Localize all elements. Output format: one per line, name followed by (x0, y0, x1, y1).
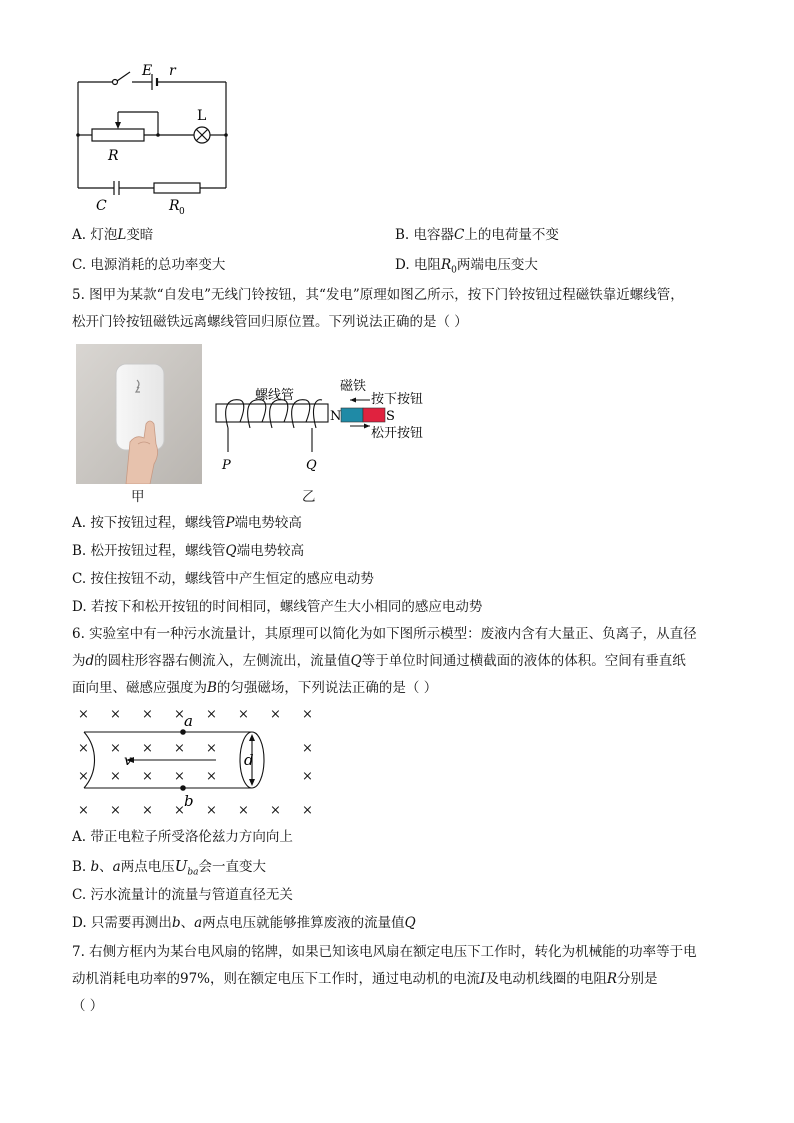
field-mark: × (238, 803, 249, 818)
field-mark: × (78, 803, 89, 818)
q-terminal-label: Q (306, 458, 317, 473)
q6-stem-l3b: 的匀强磁场，下列说法正确的是（ ） (216, 680, 438, 696)
q5-option-b[interactable] (72, 542, 304, 560)
q4-option-d-post: 两端电压变大 (456, 257, 538, 273)
point-a-label: a (184, 712, 193, 730)
field-mark: × (142, 741, 153, 756)
field-mark: × (302, 803, 313, 818)
q4-option-a-pre: A. 灯泡 (72, 227, 118, 243)
q5-option-c-pre: C. 按住按钮不动，螺线管中产生恒定的感应电动势 (72, 571, 374, 587)
q5-option-d-pre: D. 若按下和松开按钮的时间相同，螺线管产生大小相同的感应电动势 (72, 599, 483, 615)
field-mark: × (142, 707, 153, 722)
field-mark: × (174, 803, 185, 818)
field-mark: × (174, 707, 185, 722)
q6-option-b-u: U (174, 857, 188, 875)
q6-stem-l2var2: Q (350, 653, 362, 669)
field-mark: × (302, 741, 313, 756)
q7-stem-l2var2: R (606, 971, 618, 987)
q6-option-d[interactable] (72, 914, 416, 932)
r0-subscript: 0 (179, 207, 185, 217)
q6-stem-l3a: 面向里、磁感应强度为 (72, 680, 207, 696)
q6-option-b-pre: B. (72, 859, 91, 875)
q5-option-a[interactable] (72, 514, 302, 532)
field-mark: × (110, 769, 121, 784)
q6-stem-line2 (72, 652, 686, 670)
q6-option-a[interactable] (72, 828, 293, 846)
field-mark: × (270, 803, 281, 818)
internal-resistance-label: r (169, 63, 176, 79)
q6-option-d-mid: 、 (180, 915, 195, 931)
q4-option-b-var: C (454, 227, 465, 243)
q6-stem-l3var: B (207, 680, 217, 696)
capacitor-label: C (96, 198, 107, 214)
lamp-label: L (197, 108, 207, 124)
q6-option-d-var2: a (194, 915, 203, 931)
release-label: 松开按钮 (371, 426, 424, 441)
q6-stem-l2b: 的圆柱形容器右侧流入，左侧流出，流量值 (94, 653, 351, 669)
field-mark: × (78, 707, 89, 722)
magnet-label: 磁铁 (340, 379, 367, 394)
emf-label: E (142, 63, 153, 79)
doorbell-photo (76, 344, 202, 484)
point-b-label: b (184, 792, 194, 810)
s-pole-label: S (386, 409, 395, 424)
q6-option-b-mid: 、 (99, 859, 113, 875)
q6-stem-l2a: 为 (72, 653, 86, 669)
field-mark: × (110, 707, 121, 722)
field-mark: × (206, 707, 217, 722)
field-mark: × (270, 707, 281, 722)
field-mark: × (206, 769, 217, 784)
q4-option-a-post: 变暗 (126, 227, 154, 243)
flowmeter-figure (66, 700, 326, 824)
q6-option-c-pre: C. 污水流量计的流量与管道直径无关 (72, 887, 293, 903)
q6-option-a-pre: A. 带正电粒子所受洛伦兹力方向向上 (72, 829, 293, 845)
field-mark: × (142, 769, 153, 784)
q6-option-b[interactable] (72, 857, 266, 882)
r0-label: R (169, 198, 180, 214)
q5-stem-line1: 5. 图甲为某款“自发电”无线门铃按钮，其“发电”原理如图乙所示，按下门铃按钮过程磁铁靠近螺线管， (72, 287, 684, 303)
field-mark: × (302, 769, 313, 784)
coil-label: 螺线管 (255, 388, 295, 403)
n-pole-label: N (330, 409, 342, 424)
q5-option-b-post: 端电势较高 (236, 543, 305, 559)
q4-circuit-figure (70, 60, 240, 220)
q5-stem-line2: 松开门铃按钮磁铁远离螺线管回归原位置。下列说法正确的是（ ） (72, 314, 468, 330)
fig-jia-label: 甲 (131, 489, 145, 505)
q7-answer-paren: （ ） (72, 998, 104, 1014)
rheostat-label: R (108, 148, 119, 164)
q5-option-c[interactable] (72, 570, 374, 588)
field-mark: × (110, 741, 121, 756)
solenoid-figure (210, 372, 450, 482)
q6-option-d-var3: Q (404, 915, 416, 931)
field-mark: × (206, 803, 217, 818)
q4-option-d-var: R (440, 257, 452, 273)
q7-stem-l2c: 分别是 (617, 971, 658, 987)
q5-option-b-var: Q (225, 543, 237, 559)
field-mark: × (206, 741, 217, 756)
q6-stem-line3 (72, 679, 437, 697)
q7-stem-l2a: 动机消耗电功率的97%，则在额定电压下工作时，通过电动机的电流 (72, 971, 481, 987)
q7-stem-line1: 7. 右侧方框内为某台电风扇的铭牌，如果已知该电风扇在额定电压下工作时，转化为机械能的功率等于电 (72, 944, 697, 960)
p-terminal-label: P (222, 458, 231, 473)
q6-option-b-post2: 会一直变大 (198, 859, 267, 875)
q6-option-d-var1: b (171, 915, 181, 931)
field-mark: × (110, 803, 121, 818)
field-mark: × (302, 707, 313, 722)
field-mark: × (78, 769, 89, 784)
q4-option-d-pre: D. 电阻 (395, 257, 441, 273)
q4-option-b-post: 上的电荷量不变 (464, 227, 559, 243)
q6-option-b-usub: ba (187, 867, 199, 878)
q6-stem-line1: 6. 实验室中有一种污水流量计，其原理可以简化为如下图所示模型：废液内含有大量正、负离子，从直径 (72, 626, 697, 642)
q7-stem-l2b: 及电动机线圈的电阻 (485, 971, 607, 987)
diameter-label: d (244, 751, 254, 769)
q4-option-b-pre: B. 电容器 (395, 227, 455, 243)
q4-option-a-var: L (117, 227, 127, 243)
q6-stem-l2var: d (85, 653, 95, 669)
q6-option-c[interactable] (72, 886, 293, 904)
q4-option-c[interactable] (72, 256, 225, 274)
q6-stem-l2c: 等于单位时间通过横截面的液体的体积。空间有垂直纸 (361, 653, 686, 669)
press-label: 按下按钮 (371, 392, 424, 407)
q5-option-d[interactable] (72, 598, 482, 616)
q7-stem-line2 (72, 970, 658, 988)
q4-option-a[interactable] (72, 226, 153, 244)
field-mark: × (238, 707, 249, 722)
q4-option-d-sub: 0 (451, 265, 457, 276)
q5-option-a-post: 端电势较高 (234, 515, 302, 531)
field-mark: × (78, 741, 89, 756)
q5-option-b-pre: B. 松开按钮过程，螺线管 (72, 543, 226, 559)
q6-option-b-var1: b (90, 859, 100, 875)
q7-stem-l2var: I (480, 971, 486, 987)
q5-option-a-var: P (225, 515, 235, 531)
q6-option-b-var2: a (112, 859, 121, 875)
q4-option-d[interactable] (395, 256, 538, 280)
q6-option-d-post: 两点电压就能够推算废液的流量值 (202, 915, 405, 931)
fig-yi-label: 乙 (302, 489, 316, 505)
field-mark: × (174, 769, 185, 784)
q4-option-c-pre: C. 电源消耗的总功率变大 (72, 257, 226, 273)
q6-option-d-pre: D. 只需要再测出 (72, 915, 172, 931)
q4-option-b[interactable] (395, 226, 559, 244)
q6-option-b-post1: 两点电压 (120, 859, 175, 875)
velocity-label: v (124, 753, 132, 769)
field-mark: × (174, 741, 185, 756)
field-mark: × (142, 803, 153, 818)
q5-option-a-pre: A. 按下按钮过程，螺线管 (72, 515, 226, 531)
magnetic-field-marks (78, 707, 313, 818)
